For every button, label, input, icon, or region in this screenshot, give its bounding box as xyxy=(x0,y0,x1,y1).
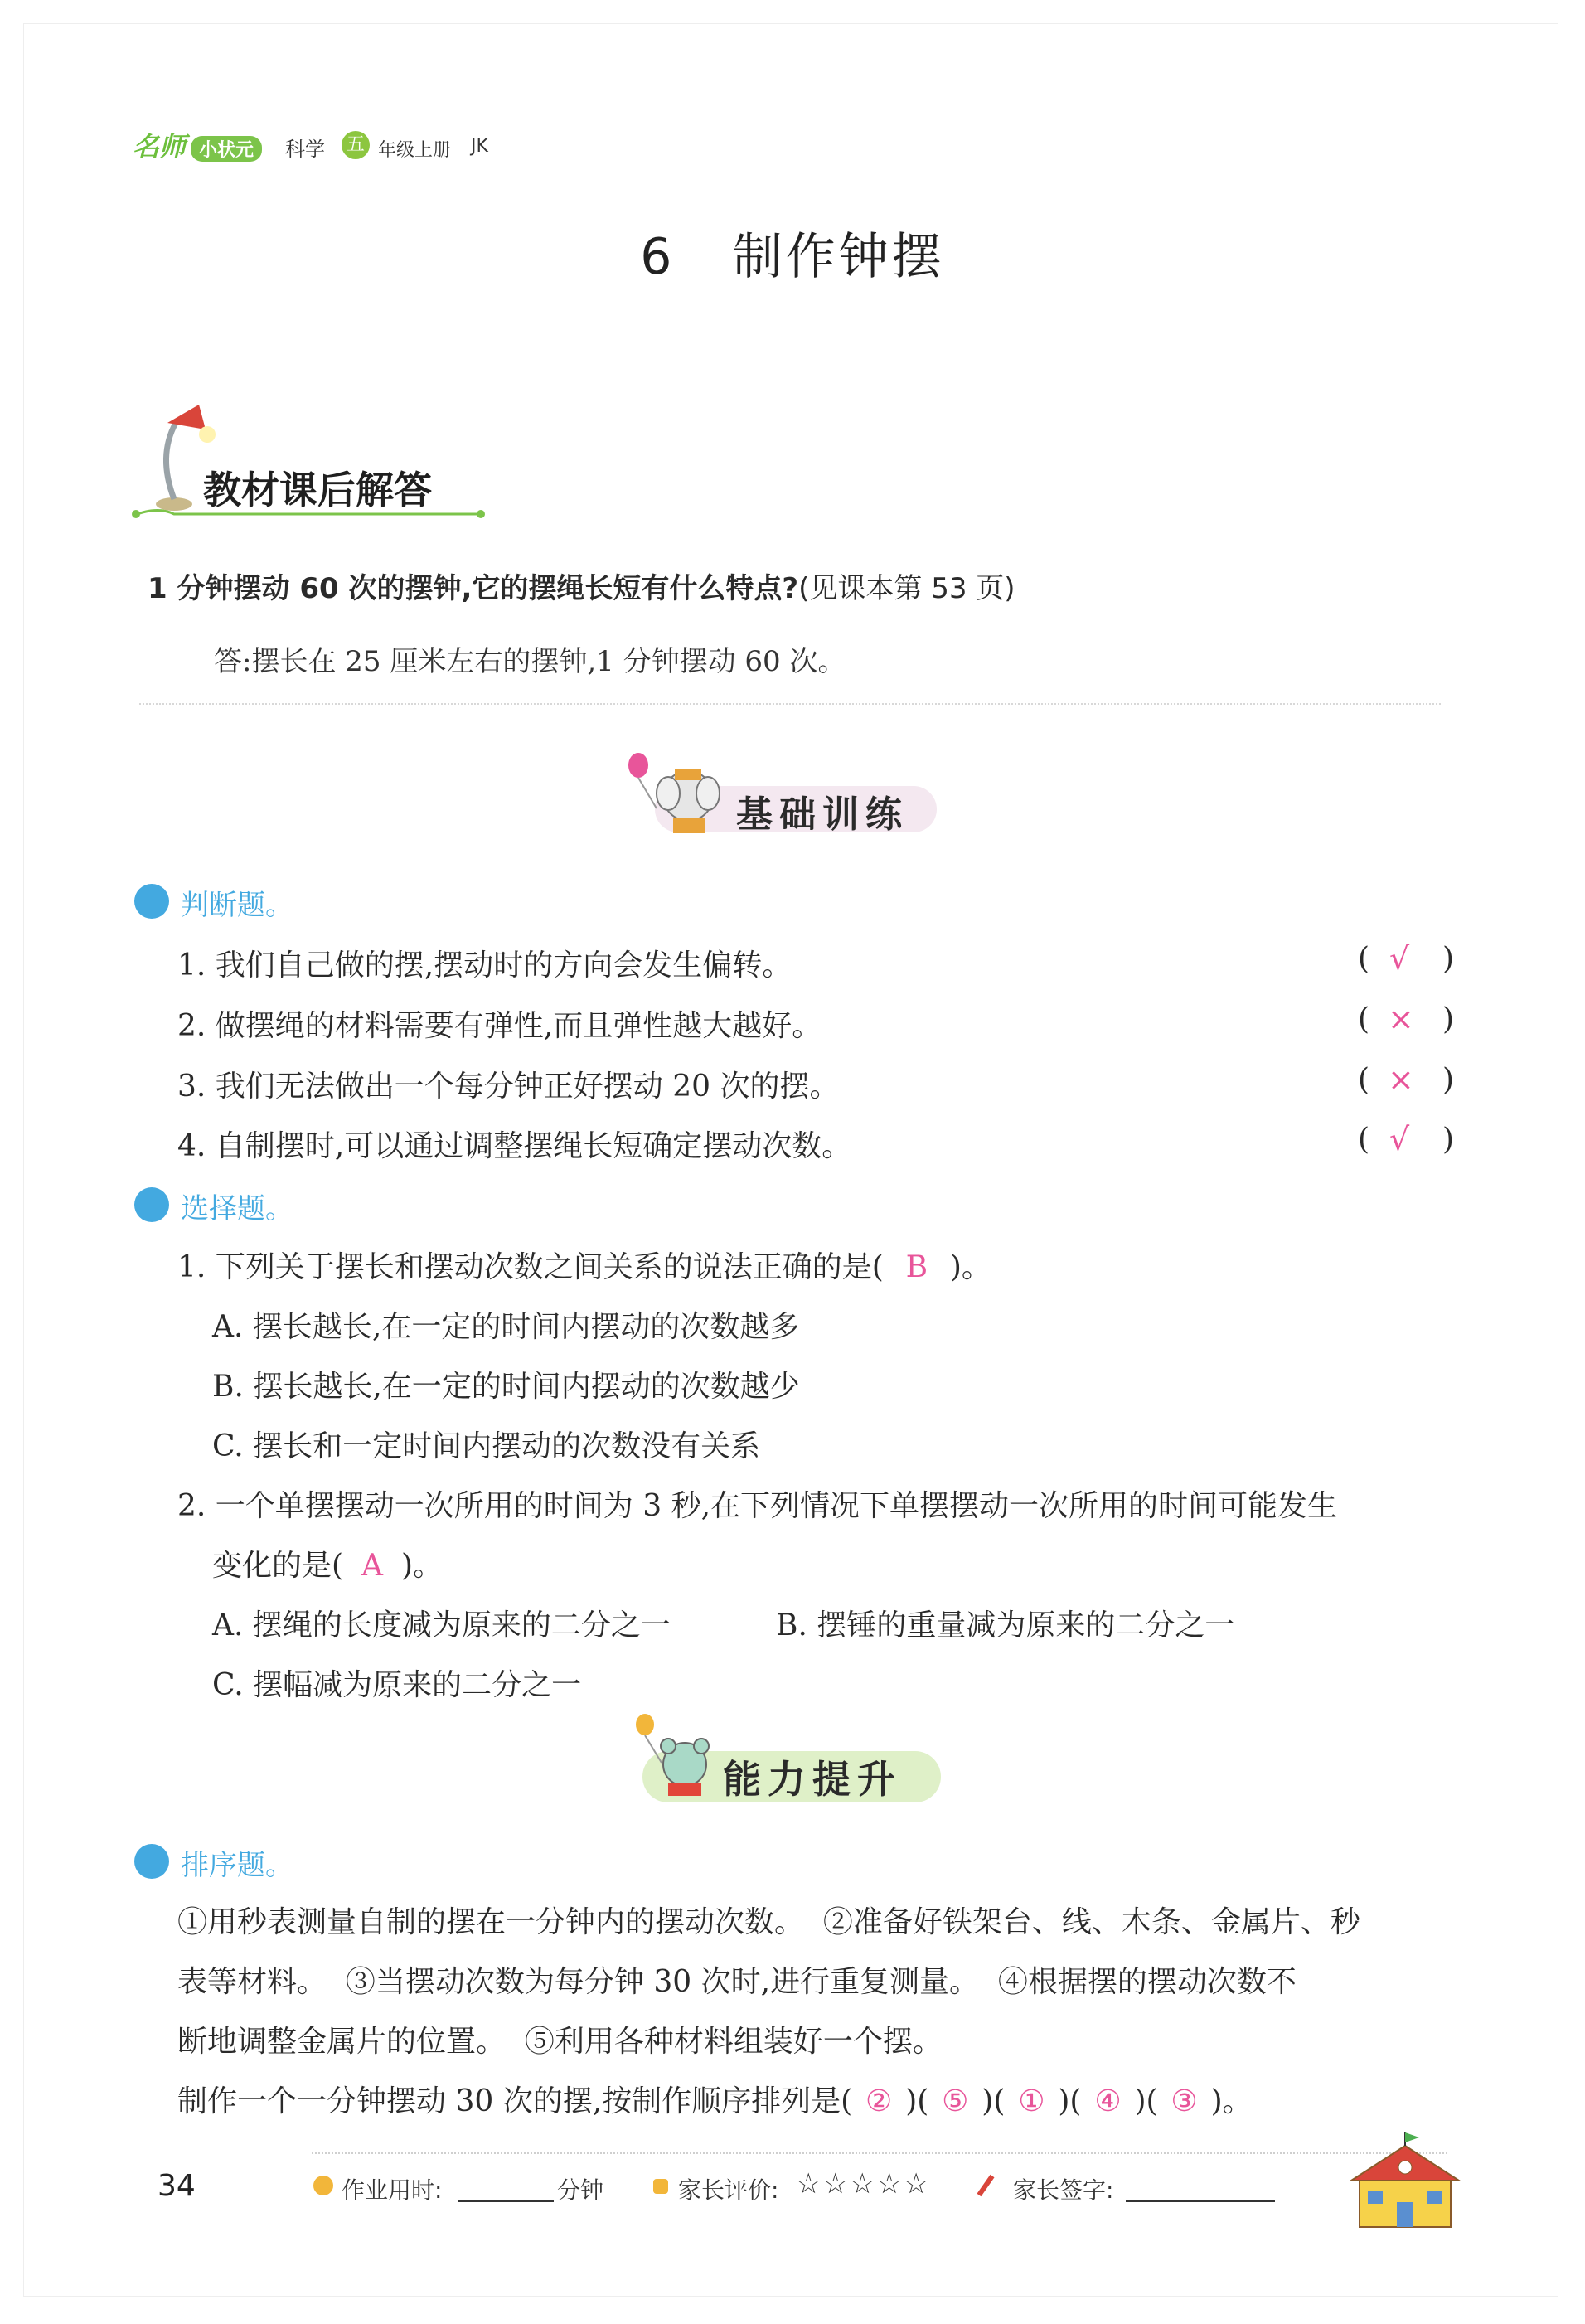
sort-text-line1: ①用秒表测量自制的摆在一分钟内的摆动次数。 ②准备好铁架台、线、木条、金属片、秒 xyxy=(177,1905,1360,1939)
answer-paren-close: ) xyxy=(1442,1063,1455,1097)
choice-label: 选择题。 xyxy=(181,1192,293,1225)
subject-label: 科学 xyxy=(285,138,325,161)
brand-logo: 名师 小状元 xyxy=(133,126,262,164)
answer-paren-open: ( xyxy=(1358,1002,1370,1036)
choice-q1-answer: B xyxy=(905,1250,928,1284)
judge-mark-4: √ xyxy=(1389,1121,1410,1157)
footer-divider xyxy=(312,2152,1447,2154)
judge-mark-3: × xyxy=(1388,1061,1414,1098)
sort-answer-2: ⑤ xyxy=(942,2084,969,2118)
clock-icon xyxy=(313,2176,333,2195)
answer-paren-open: ( xyxy=(1358,942,1370,976)
eval-label: 家长评价: xyxy=(678,2176,779,2204)
grade-badge: 五 xyxy=(342,131,370,159)
section-three-icon xyxy=(134,1844,169,1879)
page-number: 34 xyxy=(158,2169,196,2203)
choice-q2-option-c: C. 摆幅减为原来的二分之一 xyxy=(212,1668,582,1702)
choice-q1-stem: 1. 下列关于摆长和摆动次数之间关系的说法正确的是( B )。 xyxy=(177,1250,991,1284)
choice-q2-stem-line1: 2. 一个单摆摆动一次所用的时间为 3 秒,在下列情况下单摆摆动一次所用的时间可能发生 xyxy=(177,1489,1338,1523)
answer-paren-close: ) xyxy=(1442,1123,1455,1157)
judge-item-3: 3. 我们无法做出一个每分钟正好摆动 20 次的摆。 xyxy=(177,1070,840,1104)
judge-item-1: 1. 我们自己做的摆,摆动时的方向会发生偏转。 xyxy=(177,949,792,982)
section-ability-title: 能力提升 xyxy=(723,1757,902,1802)
answer-paren-open: ( xyxy=(1358,1123,1370,1157)
sort-text-line3: 断地调整金属片的位置。 ⑤利用各种材料组装好一个摆。 xyxy=(177,2025,943,2059)
time-unit: 分钟 xyxy=(557,2176,604,2204)
section-textbook-title: 教材课后解答 xyxy=(203,468,432,512)
time-blank[interactable] xyxy=(458,2200,554,2202)
time-label: 作业用时: xyxy=(342,2176,443,2204)
sort-answer-5: ③ xyxy=(1171,2084,1198,2118)
thumb-icon xyxy=(653,2179,668,2194)
answer-paren-open: ( xyxy=(1358,1063,1370,1097)
answer-paren-close: ) xyxy=(1442,942,1455,976)
school-house-icon xyxy=(1343,2131,1467,2230)
divider xyxy=(139,703,1441,705)
page-title: 6 制作钟摆 xyxy=(640,228,945,286)
judge-mark-2: × xyxy=(1388,1001,1414,1037)
sort-label: 排序题。 xyxy=(181,1849,293,1882)
answer-paren-close: ) xyxy=(1442,1002,1455,1036)
edition-label: JK xyxy=(471,136,488,157)
sign-blank[interactable] xyxy=(1126,2200,1275,2202)
judge-item-2: 2. 做摆绳的材料需要有弹性,而且弹性越大越好。 xyxy=(177,1009,822,1043)
sort-answer-4: ④ xyxy=(1094,2084,1122,2118)
sort-text-line2: 表等材料。 ③当摆动次数为每分钟 30 次时,进行重复测量。 ④根据摆的摆动次数不 xyxy=(177,1965,1297,1999)
judge-item-4: 4. 自制摆时,可以通过调整摆绳长短确定摆动次数。 xyxy=(177,1129,852,1163)
choice-q2-option-b: B. 摆锤的重量减为原来的二分之一 xyxy=(776,1608,1235,1642)
section-two-icon xyxy=(134,1187,169,1222)
sort-order-line: 制作一个一分钟摆动 30 次的摆,按制作顺序排列是( ② )( ⑤ )( ① )( ④ )( ③ )。 xyxy=(177,2084,1253,2118)
choice-q2-stem-line2: 变化的是( A )。 xyxy=(212,1549,444,1583)
section-basic-title: 基础训练 xyxy=(736,793,909,836)
choice-q1-option-a: A. 摆长越长,在一定的时间内摆动的次数越多 xyxy=(212,1310,800,1344)
textbook-answer: 答:摆长在 25 厘米左右的摆钟,1 分钟摆动 60 次。 xyxy=(214,645,846,678)
choice-q1-option-b: B. 摆长越长,在一定的时间内摆动的次数越少 xyxy=(212,1370,800,1404)
judge-mark-1: √ xyxy=(1389,940,1410,977)
sort-answer-3: ① xyxy=(1018,2084,1045,2118)
sign-label: 家长签字: xyxy=(1013,2176,1114,2204)
sort-answer-1: ② xyxy=(865,2084,893,2118)
grade-text: 年级上册 xyxy=(378,140,452,161)
choice-q2-answer: A xyxy=(361,1549,384,1583)
rating-stars[interactable]: ☆☆☆☆☆ xyxy=(796,2167,931,2200)
bear-balloon-icon xyxy=(632,1713,731,1804)
elephant-balloon-icon xyxy=(623,750,739,842)
choice-q1-option-c: C. 摆长和一定时间内摆动的次数没有关系 xyxy=(212,1429,761,1463)
judge-label: 判断题。 xyxy=(181,889,293,922)
section-one-icon xyxy=(134,884,169,919)
choice-q2-option-a: A. 摆绳的长度减为原来的二分之一 xyxy=(212,1608,671,1642)
textbook-question: 1 分钟摆动 60 次的摆钟,它的摆绳长短有什么特点?(见课本第 53 页) xyxy=(148,572,1015,605)
